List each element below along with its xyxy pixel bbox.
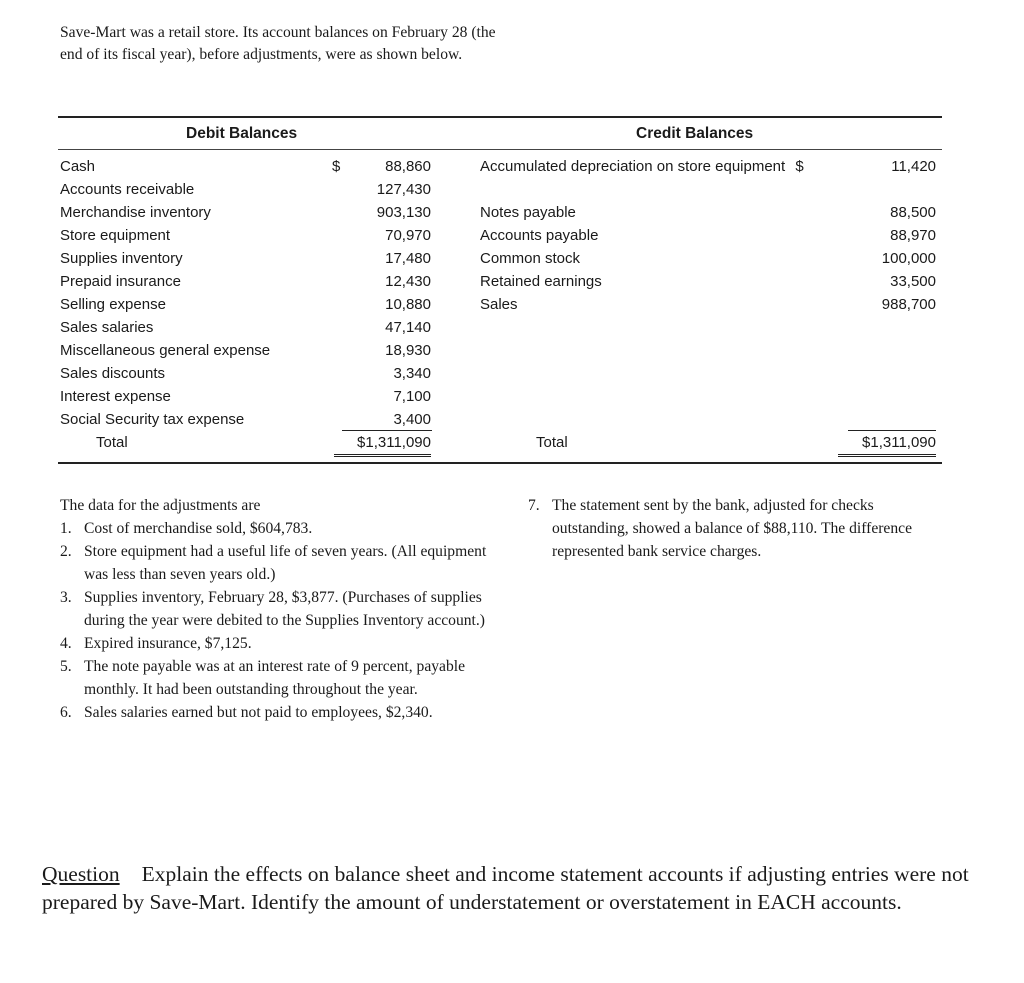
- question-block: [42, 860, 1002, 916]
- table-header-rule: [58, 149, 942, 150]
- debit-amount: 17,480: [385, 250, 431, 267]
- credit-amount: 88,500: [890, 204, 936, 221]
- debit-account: Merchandise inventory: [60, 204, 211, 221]
- debit-amount: 7,100: [393, 388, 431, 405]
- debit-dollar-sign: $: [332, 158, 341, 175]
- debit-account: Social Security tax expense: [60, 411, 245, 428]
- debit-account: Store equipment: [60, 227, 171, 244]
- debit-amount: 127,430: [376, 181, 431, 198]
- adjustments-intro: The data for the adjustments are: [60, 497, 261, 514]
- credit-amount: 33,500: [890, 273, 936, 290]
- trial-balance-table: [58, 116, 942, 468]
- table-top-rule: [58, 116, 942, 118]
- question-text: Explain the effects on balance sheet and income statement accounts if adjusting entries were not prepared by Save-Mart. Identify the amount of understatement or overstatement in EACH accounts.: [42, 862, 969, 914]
- adjustment-item: [60, 540, 492, 586]
- debit-account: Sales discounts: [60, 365, 166, 382]
- credit-amount: 988,700: [881, 296, 936, 313]
- credit-account: [480, 155, 840, 201]
- debit-amounts-column: [348, 155, 431, 431]
- debit-account: Interest expense: [60, 388, 171, 405]
- adjustment-text: Sales salaries earned but not paid to employees, $2,340.: [84, 704, 433, 721]
- debit-account: Supplies inventory: [60, 250, 183, 267]
- debit-account: Prepaid insurance: [60, 273, 181, 290]
- adjustment-number: 7.: [528, 497, 540, 514]
- debit-heading: Debit Balances: [186, 125, 298, 142]
- adjustment-number: 4.: [60, 635, 72, 652]
- adjustment-number: 1.: [60, 520, 72, 537]
- debit-amount: 18,930: [385, 342, 431, 359]
- credit-amount: 100,000: [881, 250, 936, 267]
- credit-account: Common stock: [480, 250, 581, 267]
- adjustment-text: Supplies inventory, February 28, $3,877. (Purchases of supplies during the year were debited to the Supplies Inventory account.): [84, 589, 485, 629]
- debit-total-value: $1,311,090: [334, 431, 431, 457]
- debit-amount: 3,340: [393, 365, 431, 382]
- credit-amount: 88,970: [890, 227, 936, 244]
- table-bottom-rule: [58, 462, 942, 464]
- debit-amount: 3,400: [393, 411, 431, 428]
- adjustment-item-7: [528, 494, 948, 563]
- adjustments-list: [60, 494, 492, 724]
- credit-total-value: $1,311,090: [838, 431, 936, 457]
- debit-account: Accounts receivable: [60, 181, 195, 198]
- question-label: Question: [42, 862, 120, 886]
- debit-amount: 10,880: [385, 296, 431, 313]
- credit-amount: 11,420: [891, 158, 936, 175]
- adjustment-item: [60, 586, 492, 632]
- adjustment-number: 2.: [60, 543, 72, 560]
- credit-amounts-column: [838, 155, 936, 316]
- adjustment-text: Expired insurance, $7,125.: [84, 635, 252, 652]
- debit-total-label: Total: [96, 434, 128, 451]
- credit-accounts-column: [480, 155, 840, 316]
- credit-dollar-sign: $: [795, 158, 804, 175]
- credit-account: Retained earnings: [480, 273, 602, 290]
- credit-account: Accounts payable: [480, 227, 599, 244]
- debit-account: Sales salaries: [60, 319, 154, 336]
- credit-heading: Credit Balances: [636, 125, 754, 142]
- debit-account: Cash: [60, 158, 96, 175]
- adjustment-item: [60, 655, 492, 701]
- credit-total-label: Total: [536, 434, 568, 451]
- debit-account: Miscellaneous general expense: [60, 342, 271, 359]
- adjustment-number: 3.: [60, 589, 72, 606]
- adjustment-number: 6.: [60, 704, 72, 721]
- credit-account: Sales: [480, 296, 518, 313]
- debit-amount: 47,140: [385, 319, 431, 336]
- adjustment-text: Store equipment had a useful life of seven years. (All equipment was less than seven years old.): [84, 543, 487, 583]
- debit-amount: 903,130: [376, 204, 431, 221]
- debit-amount: 12,430: [385, 273, 431, 290]
- debit-amount: 70,970: [385, 227, 431, 244]
- adjustment-number: 5.: [60, 658, 72, 675]
- credit-account: Notes payable: [480, 204, 576, 221]
- credit-account-name: Accumulated depreciation on store equipment: [480, 158, 786, 175]
- adjustment-item: [60, 517, 492, 540]
- adjustment-text: The note payable was at an interest rate of 9 percent, payable monthly. It had been outstanding throughout the year.: [84, 658, 466, 698]
- intro-paragraph: Save-Mart was a retail store. Its account balances on February 28 (the end of its fiscal year), before adjustments, were as shown below.: [60, 24, 496, 63]
- adjustment-item: [60, 632, 492, 655]
- debit-accounts-column: [60, 155, 310, 431]
- debit-amount: 88,860: [385, 158, 431, 175]
- adjustment-text: The statement sent by the bank, adjusted for checks outstanding, showed a balance of $88,110. The difference represented bank service charges.: [552, 497, 912, 560]
- adjustment-text: Cost of merchandise sold, $604,783.: [84, 520, 313, 537]
- debit-account: Selling expense: [60, 296, 166, 313]
- adjustment-item: [60, 701, 492, 724]
